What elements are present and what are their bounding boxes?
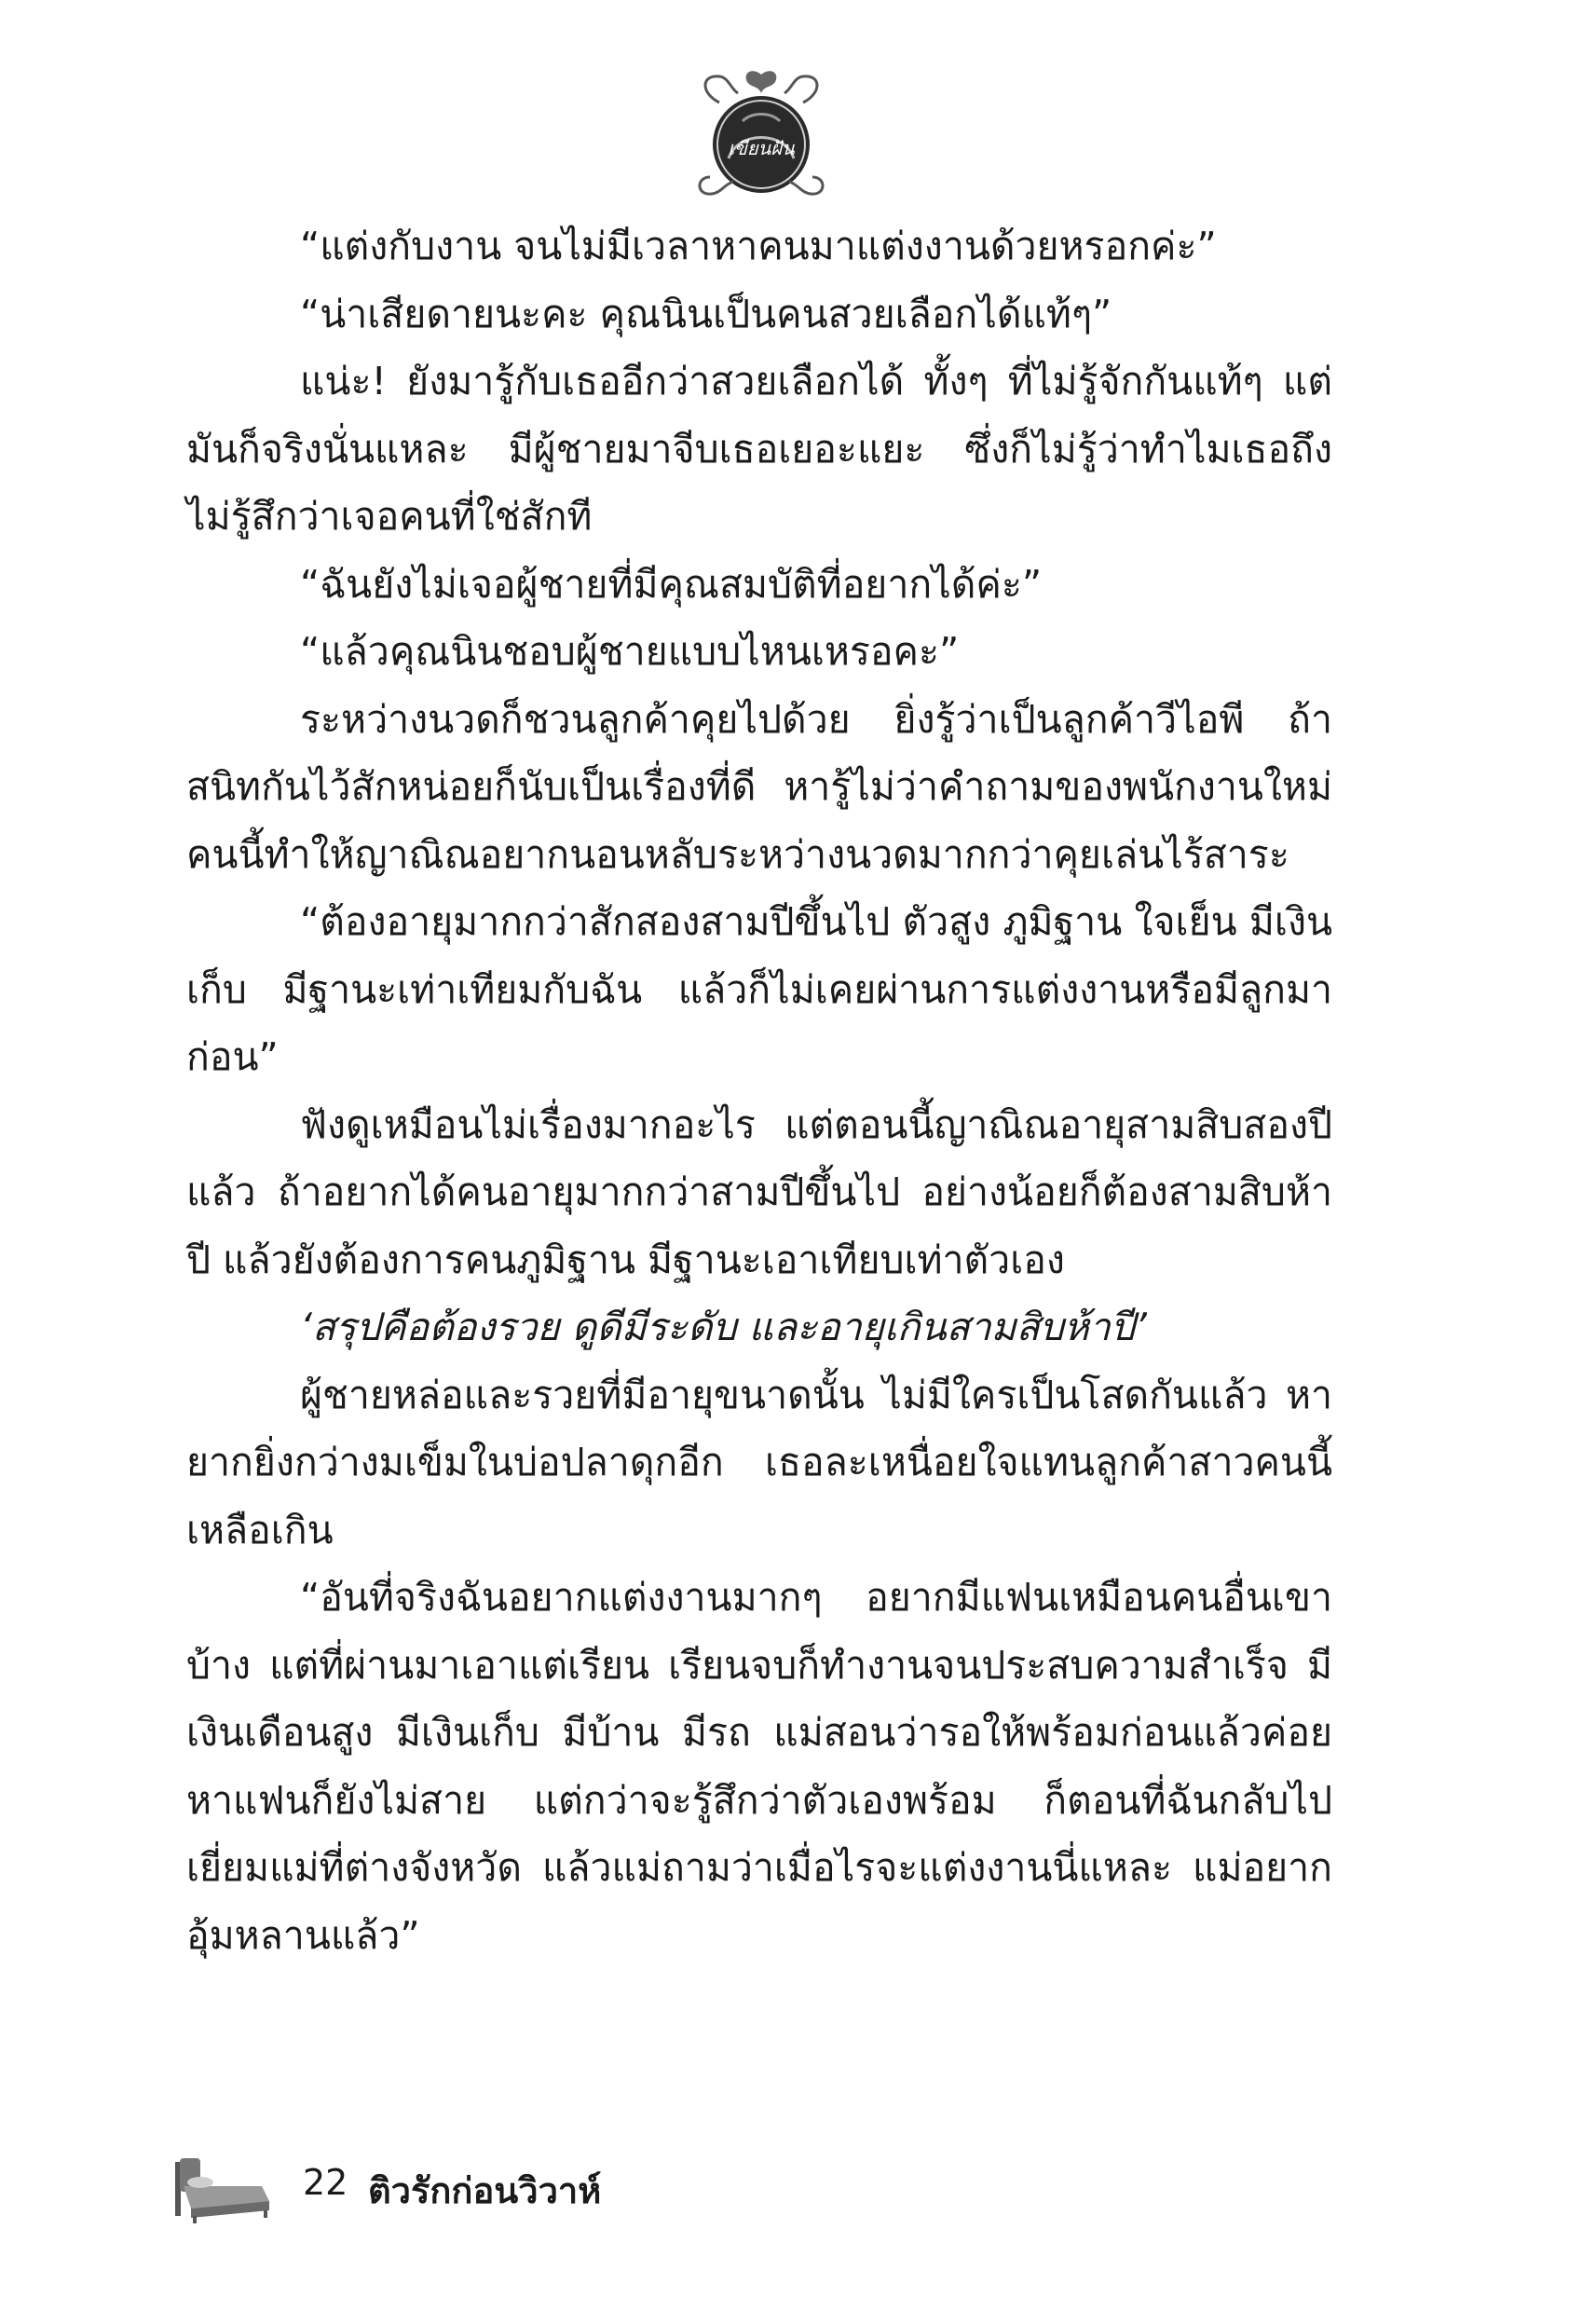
paragraph: แน่ะ! ยังมารู้กับเธออีกว่าสวยเลือกได้ ทั้งๆ ที่ไม่รู้จักกันแท้ๆ แต่มันก็จริงนั่นแหละ มีผู้ชายมาจีบเธอเยอะแยะ ซึ่งก็ไม่รู้ว่าทำไมเธอถึงไม่รู้สึกว่าเจอคนที่ใช่สักที xyxy=(186,359,1332,539)
paragraph: “น่าเสียดายนะคะ คุณนินเป็นคนสวยเลือกได้แท้ๆ” xyxy=(300,291,1112,336)
paragraph: “แต่งกับงาน จนไม่มีเวลาหาคนมาแต่งงานด้วยหรอกค่ะ” xyxy=(300,224,1217,268)
paragraph: “ต้องอายุมากกว่าสักสองสามปีขึ้นไป ตัวสูง ภูมิฐาน ใจเย็น มีเงินเก็บ มีฐานะเท่าเทียมกับฉัน แล้วก็ไม่เคยผ่านการแต่งงานหรือมีลูกมาก่อน” xyxy=(186,899,1332,1079)
publisher-logo-text: เขียนฝัน xyxy=(728,137,795,159)
page-footer xyxy=(172,2143,918,2227)
publisher-logo xyxy=(691,65,831,205)
paragraph: ฟังดูเหมือนไม่เรื่องมากอะไร แต่ตอนนี้ญาณิณอายุสามสิบสองปีแล้ว ถ้าอยากได้คนอายุมากกว่าสามปีขึ้นไป อย่างน้อยก็ต้องสามสิบห้าปี แล้วยังต้องการคนภูมิฐาน มีฐานะเอาเทียบเท่าตัวเอง xyxy=(186,1101,1332,1282)
body-text xyxy=(186,212,1332,1969)
paragraph: ผู้ชายหล่อและรวยที่มีอายุขนาดนั้น ไม่มีใครเป็นโสดกันแล้ว หายากยิ่งกว่างมเข็มในบ่อปลาดุกอีก เธอละเหนื่อยใจแทนลูกค้าสาวคนนี้เหลือเกิน xyxy=(186,1372,1332,1552)
bed-icon xyxy=(172,2143,275,2223)
paragraph: ระหว่างนวดก็ชวนลูกค้าคุยไปด้วย ยิ่งรู้ว่าเป็นลูกค้าวีไอพี ถ้าสนิทกันไว้สักหน่อยก็นับเป็นเรื่องที่ดี หารู้ไม่ว่าคำถามของพนักงานใหม่คนนี้ทำให้ญาณิณอยากนอนหลับระหว่างนวดมากกว่าคุยเล่นไร้สาระ xyxy=(186,696,1332,877)
page-number: 22 xyxy=(303,2162,348,2203)
book-title: ติวรักก่อนวิวาห์ xyxy=(368,2170,602,2211)
paragraph: “อันที่จริงฉันอยากแต่งงานมากๆ อยากมีแฟนเหมือนคนอื่นเขาบ้าง แต่ที่ผ่านมาเอาแต่เรียน เรียนจบก็ทำงานจนประสบความสำเร็จ มีเงินเดือนสูง มีเงินเก็บ มีบ้าน มีรถ แม่สอนว่ารอให้พร้อมก่อนแล้วค่อยหาแฟนก็ยังไม่สาย แต่กว่าจะรู้สึกว่าตัวเองพร้อม ก็ตอนที่ฉันกลับไปเยี่ยมแม่ที่ต่างจังหวัด แล้วแม่ถามว่าเมื่อไรจะแต่งงานนี่แหละ แม่อยากอุ้มหลานแล้ว” xyxy=(186,1575,1332,1958)
paragraph: “แล้วคุณนินชอบผู้ชายแบบไหนเหรอคะ” xyxy=(300,629,960,674)
paragraph-thought: ‘สรุปคือต้องรวย ดูดีมีระดับ และอายุเกินสามสิบห้าปี’ xyxy=(300,1305,1147,1349)
paragraph: “ฉันยังไม่เจอผู้ชายที่มีคุณสมบัติที่อยากได้ค่ะ” xyxy=(300,561,1043,607)
